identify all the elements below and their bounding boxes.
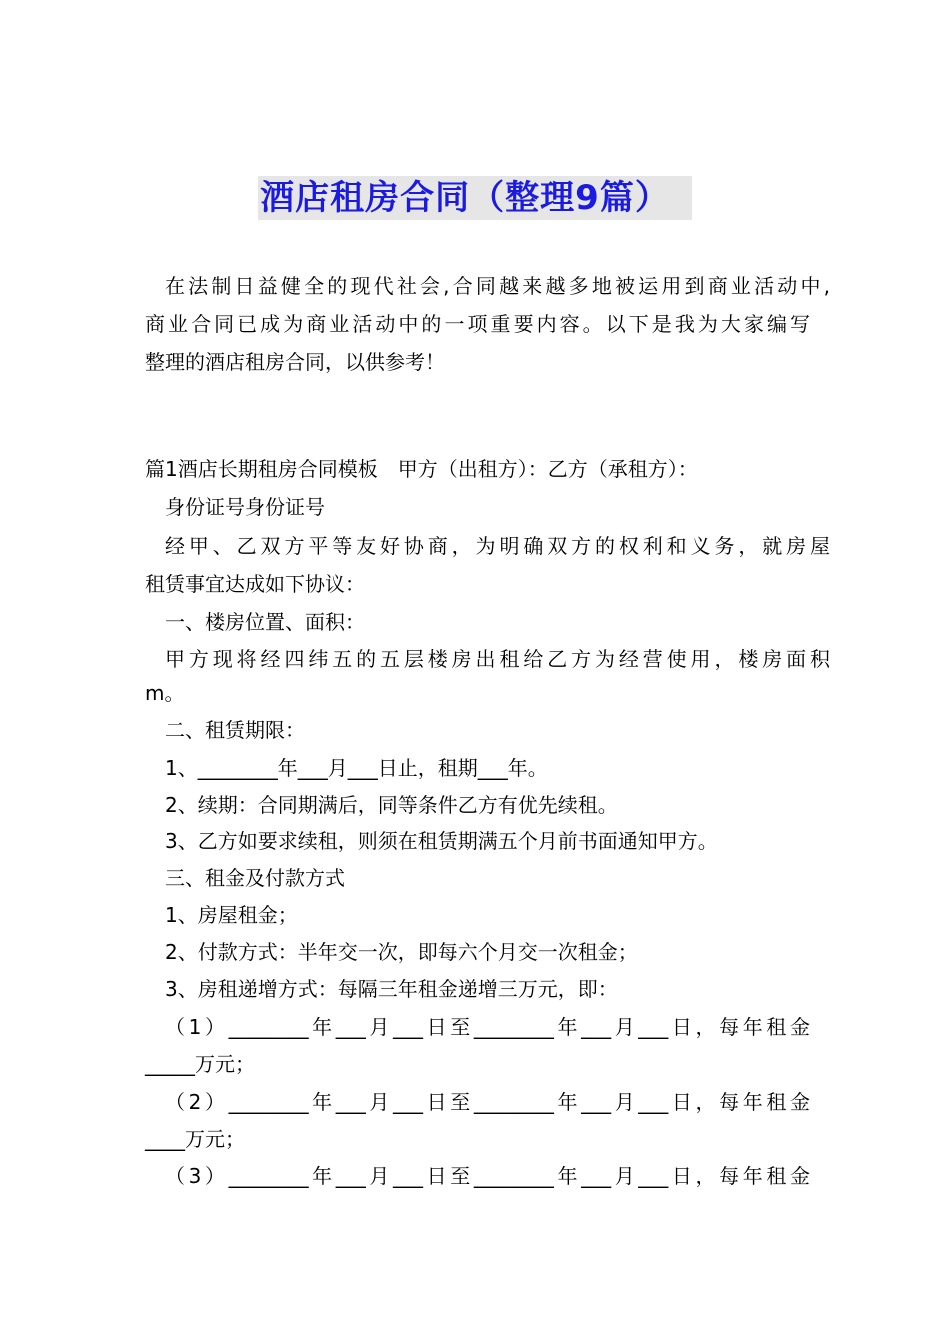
intro-line-3: 整理的酒店租房合同，以供参考！ [145,350,445,374]
section-3-item-3: 3、房租递增方式：每隔三年租金递增三万元，即： [165,977,618,1001]
rent-period-1-line-2: _____万元； [145,1052,255,1076]
rent-period-2-line-1: （2）________年___月___日至________年___月___日，每年租金 [165,1090,810,1114]
section-1-line-1: 甲方现将经四纬五的五层楼房出租给乙方为经营使用，楼房面积 [165,647,830,671]
section-2-item-2: 2、续期：合同期满后，同等条件乙方有优先续租。 [165,793,618,817]
title-container [0,176,950,220]
paragraph-1-line-1: 经甲、乙双方平等友好协商，为明确双方的权利和义务，就房屋 [165,534,830,558]
intro-line-1: 在法制日益健全的现代社会,合同越来越多地被运用到商业活动中, [165,274,830,298]
id-number-line: 身份证号身份证号 [165,495,325,519]
section-2-title: 二、租赁期限： [165,718,305,742]
intro-line-2: 商业合同已成为商业活动中的一项重要内容。以下是我为大家编写 [145,312,810,336]
rent-period-2-line-2: ____万元； [145,1127,245,1151]
section-2-item-3: 3、乙方如要求续租，则须在租赁期满五个月前书面通知甲方。 [165,829,718,853]
article-heading: 篇1酒店长期租房合同模板 甲方（出租方）：乙方（承租方）： [145,457,698,481]
section-3-title: 三、租金及付款方式 [165,866,345,890]
rent-period-3-line-1: （3）________年___月___日至________年___月___日，每年租金 [165,1164,810,1188]
rent-period-1-line-1: （1）________年___月___日至________年___月___日，每年租金 [165,1015,810,1039]
section-3-item-2: 2、付款方式：半年交一次，即每六个月交一次租金； [165,940,638,964]
section-1-line-2: m。 [145,681,185,705]
paragraph-1-line-2: 租赁事宜达成如下协议： [145,572,365,596]
document-title: 酒店租房合同（整理9篇） [258,176,692,220]
section-1-title: 一、楼房位置、面积： [165,610,365,634]
section-2-item-1: 1、________年___月___日止，租期___年。 [165,756,548,780]
section-3-item-1: 1、房屋租金； [165,903,298,927]
